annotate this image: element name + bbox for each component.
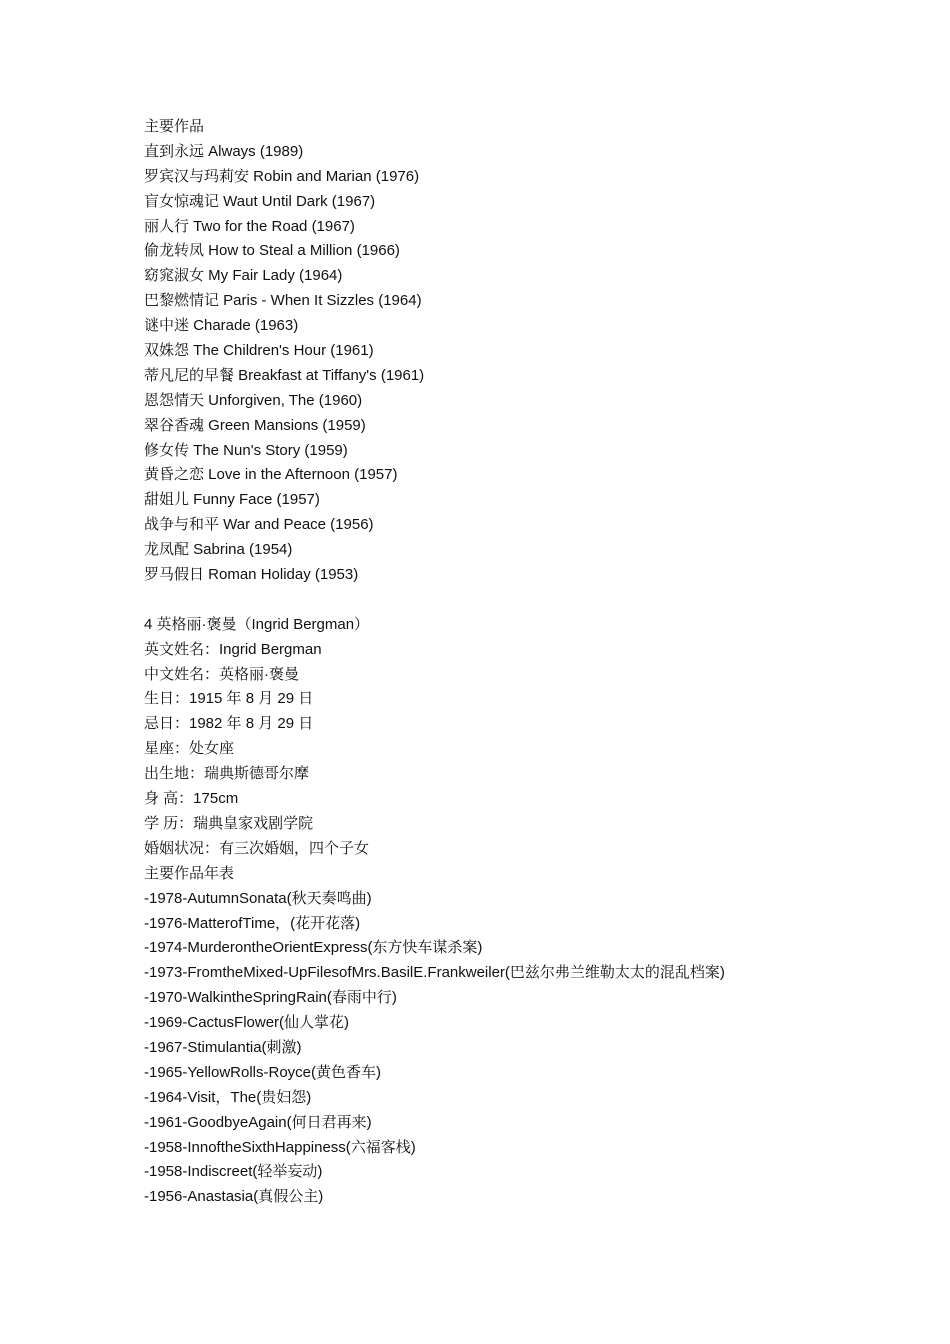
film-item: -1967-Stimulantia(刺激) [144, 1038, 302, 1056]
film-item: -1973-FromtheMixed-UpFilesofMrs.BasilE.Frankweiler(巴兹尔弗兰维勒太太的混乱档案) [144, 964, 725, 982]
film-item: -1961-GoodbyeAgain(何日君再来) [144, 1113, 372, 1131]
marriage-status: 婚姻状况：有三次婚姻，四个子女 [144, 839, 370, 857]
film-item: 偷龙转凤 How to Steal a Million (1966) [144, 242, 400, 260]
film-item: 巴黎燃情记 Paris - When It Sizzles (1964) [144, 292, 422, 310]
film-item: 谜中迷 Charade (1963) [144, 317, 299, 335]
death-date: 忌日：1982 年 8 月 29 日 [144, 715, 314, 733]
film-item: 直到永远 Always (1989) [144, 142, 304, 160]
education: 学 历：瑞典皇家戏剧学院 [144, 814, 314, 832]
film-item: 丽人行 Two for the Road (1967) [144, 217, 355, 235]
height: 身 高：175cm [144, 790, 239, 808]
film-item: 甜姐儿 Funny Face (1957) [144, 491, 320, 509]
hepburn-film-list [144, 140, 924, 588]
bergman-film-list [144, 887, 924, 1211]
zodiac-sign: 星座：处女座 [144, 740, 235, 758]
film-item: 翠谷香魂 Green Mansions (1959) [144, 416, 366, 434]
film-item: -1978-AutumnSonata(秋天奏鸣曲) [144, 889, 372, 907]
film-item: -1965-YellowRolls-Royce(黄色香车) [144, 1063, 382, 1081]
film-item: -1964-Visit，The(贵妇怨) [144, 1088, 312, 1106]
film-item: -1956-Anastasia(真假公主) [144, 1188, 324, 1206]
film-item: 战争与和平 War and Peace (1956) [144, 516, 374, 534]
film-item: -1976-MatterofTime，(花开花落) [144, 914, 361, 932]
film-item: 恩怨情天 Unforgiven, The (1960) [144, 391, 363, 409]
english-name: 英文姓名：Ingrid Bergman [144, 640, 322, 658]
film-item: -1970-WalkintheSpringRain(春雨中行) [144, 989, 397, 1007]
bergman-title: 4 英格丽·褒曼（Ingrid Bergman） [144, 615, 370, 633]
filmography-heading: 主要作品年表 [144, 864, 235, 882]
film-item: -1958-Indiscreet(轻举妄动) [144, 1163, 323, 1181]
film-item: -1969-CactusFlower(仙人掌花) [144, 1014, 350, 1032]
film-item: -1974-MurderontheOrientExpress(东方快车谋杀案) [144, 939, 483, 957]
birthplace: 出生地：瑞典斯德哥尔摩 [144, 765, 310, 783]
works-heading: 主要作品 [144, 118, 205, 135]
film-item: 罗马假日 Roman Holiday (1953) [144, 566, 359, 584]
section-spacer [144, 588, 924, 613]
film-item: -1958-InnoftheSixthHappiness(六福客栈) [144, 1138, 416, 1156]
birth-date: 生日：1915 年 8 月 29 日 [144, 690, 314, 708]
document-body [144, 115, 924, 1210]
film-item: 蒂凡尼的早餐 Breakfast at Tiffany's (1961) [144, 366, 425, 384]
chinese-name: 中文姓名：英格丽·褒曼 [144, 665, 299, 683]
film-item: 罗宾汉与玛莉安 Robin and Marian (1976) [144, 167, 420, 185]
film-item: 龙凤配 Sabrina (1954) [144, 541, 293, 559]
film-item: 双姝怨 The Children's Hour (1961) [144, 342, 374, 360]
film-item: 窈窕淑女 My Fair Lady (1964) [144, 267, 343, 285]
film-item: 黄昏之恋 Love in the Afternoon (1957) [144, 466, 398, 484]
film-item: 修女传 The Nun's Story (1959) [144, 441, 348, 459]
film-item: 盲女惊魂记 Waut Until Dark (1967) [144, 192, 376, 210]
